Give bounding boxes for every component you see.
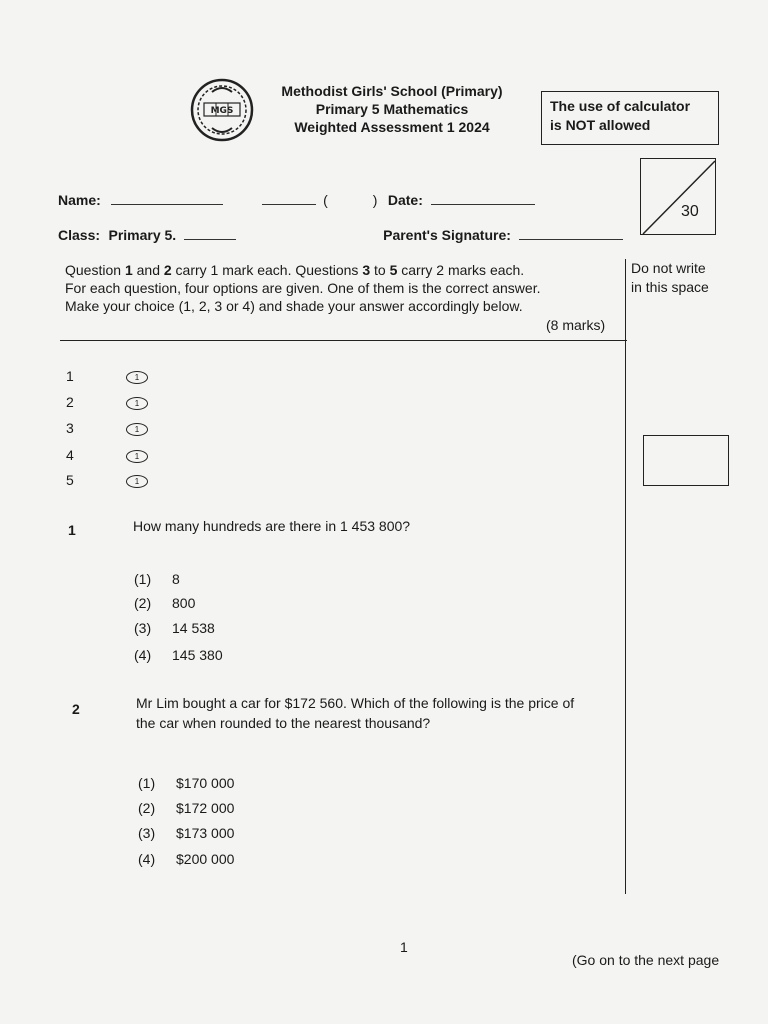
question-number: 2 bbox=[72, 701, 80, 717]
section-marks: (8 marks) bbox=[546, 317, 606, 333]
close-paren: ) bbox=[372, 192, 378, 208]
option-label: (1) bbox=[134, 571, 152, 587]
answer-bubble-option-1[interactable]: 1 bbox=[126, 371, 148, 384]
register-number-field[interactable] bbox=[262, 192, 316, 205]
option[interactable] bbox=[138, 800, 234, 816]
total-marks: 30 bbox=[681, 203, 699, 220]
instructions-line-3: Make your choice (1, 2, 3 or 4) and shade your answer accordingly below. bbox=[65, 298, 523, 314]
option-label: (4) bbox=[138, 851, 156, 867]
date-label: Date: bbox=[387, 192, 423, 208]
option-value: 8 bbox=[172, 571, 180, 587]
page-number: 1 bbox=[400, 939, 408, 955]
instr-bold: 2 bbox=[163, 262, 172, 278]
school-name: Methodist Girls' School (Primary) bbox=[281, 83, 503, 99]
instr-bold: 3 bbox=[362, 262, 371, 278]
option[interactable] bbox=[138, 825, 234, 841]
instructions bbox=[65, 261, 613, 315]
instr-bold: 1 bbox=[124, 262, 133, 278]
answer-row bbox=[66, 368, 148, 386]
option-label: (4) bbox=[134, 647, 152, 663]
instr-text: carry 2 marks each. bbox=[397, 262, 525, 278]
answer-row bbox=[66, 447, 148, 465]
answer-bubble-option-1[interactable]: 1 bbox=[126, 397, 148, 410]
score-diagonal bbox=[641, 159, 717, 236]
calculator-notice-line-1: The use of calculator bbox=[550, 98, 691, 114]
class-row bbox=[58, 227, 638, 247]
signature-field[interactable] bbox=[519, 227, 623, 240]
option-label: (3) bbox=[138, 825, 156, 841]
instr-bold: 5 bbox=[389, 262, 398, 278]
instructions-line-1 bbox=[65, 261, 613, 279]
option-value: $200 000 bbox=[176, 851, 235, 867]
name-label: Name: bbox=[58, 192, 101, 208]
class-value: Primary 5. bbox=[108, 227, 177, 243]
answer-row-number: 4 bbox=[66, 447, 74, 463]
question-text bbox=[133, 516, 613, 536]
option[interactable] bbox=[134, 595, 195, 611]
option[interactable] bbox=[138, 851, 234, 867]
date-field[interactable] bbox=[431, 192, 535, 205]
answer-bubble-option-1[interactable]: 1 bbox=[126, 450, 148, 463]
name-field[interactable] bbox=[111, 192, 223, 205]
calculator-notice-line-2: is NOT allowed bbox=[550, 117, 651, 133]
answer-bubble-option-1[interactable]: 1 bbox=[126, 475, 148, 488]
option-value: 800 bbox=[172, 595, 196, 611]
side-note-line-1: Do not write bbox=[631, 260, 706, 276]
option-value: 145 380 bbox=[172, 647, 223, 663]
instr-text: Question bbox=[65, 262, 125, 278]
option-label: (3) bbox=[134, 620, 152, 636]
school-header bbox=[262, 82, 522, 136]
option-label: (2) bbox=[134, 595, 152, 611]
subject-title: Primary 5 Mathematics bbox=[315, 101, 469, 117]
next-page-note: (Go on to the next page bbox=[572, 952, 720, 968]
side-note-line-2: in this space bbox=[631, 279, 709, 295]
instr-text: and bbox=[132, 262, 164, 278]
class-field[interactable] bbox=[184, 227, 236, 240]
question-number: 1 bbox=[68, 522, 76, 538]
answer-row-number: 1 bbox=[66, 368, 74, 384]
answer-row-number: 5 bbox=[66, 472, 74, 488]
option-value: 14 538 bbox=[172, 620, 215, 636]
option-label: (1) bbox=[138, 775, 156, 791]
question-1-text-line-1: How many hundreds are there in 1 453 800? bbox=[133, 518, 411, 534]
signature-label: Parent's Signature: bbox=[383, 227, 511, 243]
answer-row-number: 2 bbox=[66, 394, 74, 410]
assessment-title: Weighted Assessment 1 2024 bbox=[294, 119, 490, 135]
option-label: (2) bbox=[138, 800, 156, 816]
name-row bbox=[58, 192, 598, 212]
margin-divider bbox=[625, 259, 626, 894]
school-logo bbox=[190, 78, 254, 142]
do-not-write-note bbox=[631, 259, 709, 297]
question-2-text-line-2: the car when rounded to the nearest thousand? bbox=[136, 715, 431, 731]
instructions-line-2: For each question, four options are given. One of them is the correct answer. bbox=[65, 280, 541, 296]
answer-row bbox=[66, 472, 148, 490]
instr-text: carry 1 mark each. Questions bbox=[171, 262, 363, 278]
answer-row bbox=[66, 394, 148, 412]
option[interactable] bbox=[134, 571, 180, 587]
question-text bbox=[136, 693, 621, 733]
open-paren: ( bbox=[323, 192, 328, 208]
question-2-text-line-1: Mr Lim bought a car for $172 560. Which of the following is the price of bbox=[136, 695, 575, 711]
calculator-notice bbox=[541, 91, 719, 145]
answer-row bbox=[66, 420, 148, 438]
option-value: $173 000 bbox=[176, 825, 235, 841]
total-score-box[interactable] bbox=[640, 158, 716, 235]
option[interactable] bbox=[134, 620, 215, 636]
answer-row-number: 3 bbox=[66, 420, 74, 436]
class-label: Class: bbox=[58, 227, 101, 243]
option[interactable] bbox=[138, 775, 234, 791]
section-divider bbox=[60, 340, 627, 341]
answer-bubble-option-1[interactable]: 1 bbox=[126, 423, 148, 436]
instr-text: to bbox=[370, 262, 390, 278]
section-mark-box[interactable] bbox=[643, 435, 729, 486]
option-value: $172 000 bbox=[176, 800, 235, 816]
logo-text: MGS bbox=[210, 106, 234, 116]
option[interactable] bbox=[134, 647, 223, 663]
option-value: $170 000 bbox=[176, 775, 235, 791]
